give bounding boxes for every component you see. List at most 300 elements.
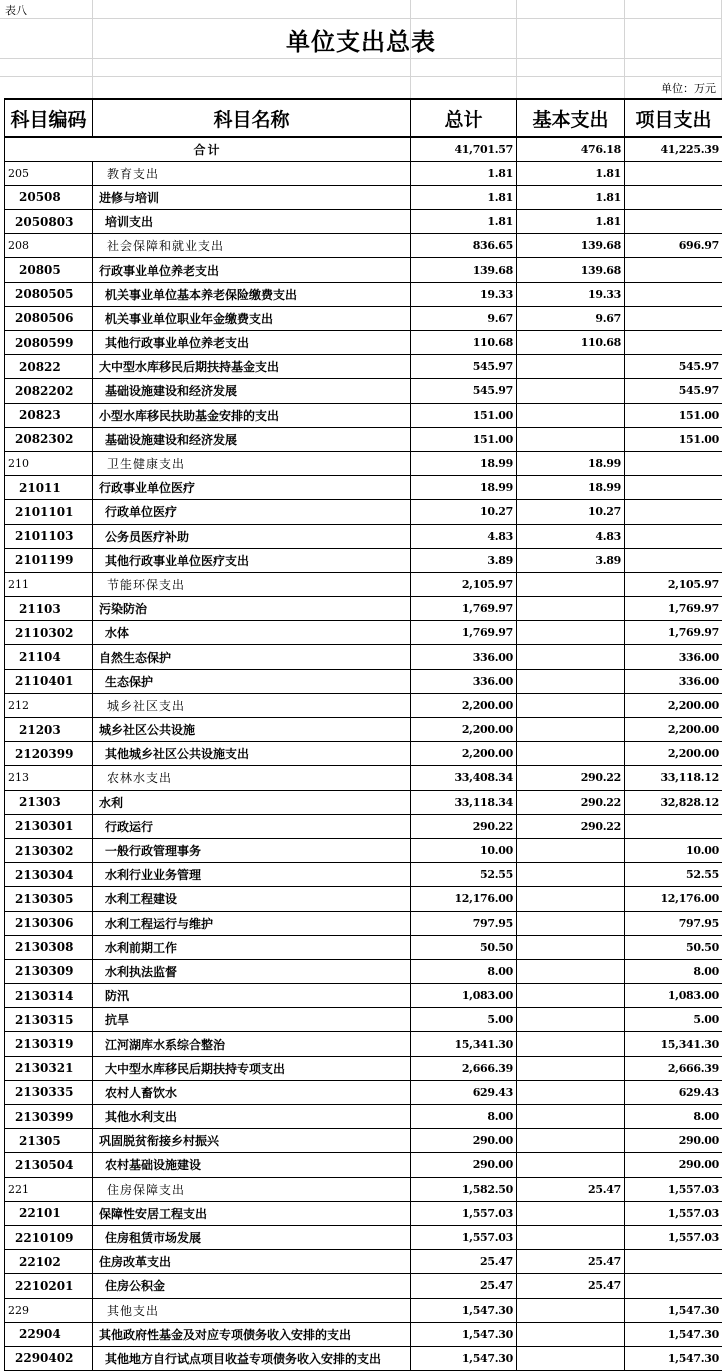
cell-basic: 139.68 bbox=[517, 258, 625, 282]
cell-basic bbox=[517, 1032, 625, 1056]
cell-name: 其他政府性基金及对应专项债务收入安排的支出 bbox=[93, 1322, 411, 1346]
cell-project: 797.95 bbox=[625, 911, 722, 935]
cell-name: 农林水支出 bbox=[93, 766, 411, 790]
table-row bbox=[5, 814, 722, 838]
cell-total: 18.99 bbox=[411, 476, 517, 500]
cell-basic: 4.83 bbox=[517, 524, 625, 548]
cell-total: 8.00 bbox=[411, 959, 517, 983]
cell-name: 行政运行 bbox=[93, 814, 411, 838]
cell-total: 110.68 bbox=[411, 331, 517, 355]
cell-project: 545.97 bbox=[625, 355, 722, 379]
cell-code: 21104 bbox=[5, 645, 93, 669]
cell-code: 2101101 bbox=[5, 500, 93, 524]
cell-name: 大中型水库移民后期扶持专项支出 bbox=[93, 1056, 411, 1080]
cell-code: 211 bbox=[5, 572, 93, 596]
cell-project: 10.00 bbox=[625, 838, 722, 862]
cell-name: 机关事业单位职业年金缴费支出 bbox=[93, 306, 411, 330]
cell-total: 1,769.97 bbox=[411, 621, 517, 645]
cell-name: 卫生健康支出 bbox=[93, 451, 411, 475]
cell-name: 水利工程建设 bbox=[93, 887, 411, 911]
table-row bbox=[5, 887, 722, 911]
cell-project bbox=[625, 476, 722, 500]
cell-basic: 290.22 bbox=[517, 766, 625, 790]
table-row bbox=[5, 718, 722, 742]
cell-name: 培训支出 bbox=[93, 210, 411, 234]
cell-code: 2120399 bbox=[5, 742, 93, 766]
cell-code: 212 bbox=[5, 693, 93, 717]
cell-basic: 1.81 bbox=[517, 185, 625, 209]
cell-code: 21103 bbox=[5, 597, 93, 621]
cell-project bbox=[625, 524, 722, 548]
cell-basic bbox=[517, 742, 625, 766]
cell-code: 2210201 bbox=[5, 1274, 93, 1298]
header-row bbox=[5, 99, 722, 137]
cell-project: 8.00 bbox=[625, 1105, 722, 1129]
cell-basic: 1.81 bbox=[517, 210, 625, 234]
cell-code: 2130301 bbox=[5, 814, 93, 838]
cell-code: 208 bbox=[5, 234, 93, 258]
cell-basic: 25.47 bbox=[517, 1274, 625, 1298]
cell-code: 2130308 bbox=[5, 935, 93, 959]
table-number-label: 表八 bbox=[5, 4, 27, 17]
cell-code: 21303 bbox=[5, 790, 93, 814]
cell-total: 2,200.00 bbox=[411, 718, 517, 742]
table-row bbox=[5, 693, 722, 717]
cell-total: 2,105.97 bbox=[411, 572, 517, 596]
grid-line bbox=[0, 76, 722, 77]
cell-name: 其他水利支出 bbox=[93, 1105, 411, 1129]
cell-total: 1,769.97 bbox=[411, 597, 517, 621]
cell-total: 545.97 bbox=[411, 379, 517, 403]
cell-name: 农村基础设施建设 bbox=[93, 1153, 411, 1177]
table-row bbox=[5, 379, 722, 403]
cell-basic bbox=[517, 1153, 625, 1177]
cell-total: 1,582.50 bbox=[411, 1177, 517, 1201]
cell-code: 2080505 bbox=[5, 282, 93, 306]
cell-code: 2130304 bbox=[5, 863, 93, 887]
table-row bbox=[5, 863, 722, 887]
cell-basic bbox=[517, 863, 625, 887]
cell-project: 1,547.30 bbox=[625, 1298, 722, 1322]
cell-name: 其他地方自行试点项目收益专项债务收入安排的支出 bbox=[93, 1346, 411, 1370]
cell-basic: 290.22 bbox=[517, 814, 625, 838]
cell-code: 22904 bbox=[5, 1322, 93, 1346]
table-row bbox=[5, 1129, 722, 1153]
cell-code: 2130335 bbox=[5, 1080, 93, 1104]
cell-project: 290.00 bbox=[625, 1129, 722, 1153]
cell-basic bbox=[517, 355, 625, 379]
table-row bbox=[5, 210, 722, 234]
table-row bbox=[5, 572, 722, 596]
cell-code: 2290402 bbox=[5, 1346, 93, 1370]
cell-name: 住房保障支出 bbox=[93, 1177, 411, 1201]
cell-total: 1,557.03 bbox=[411, 1225, 517, 1249]
cell-name: 行政事业单位医疗 bbox=[93, 476, 411, 500]
cell-name: 节能环保支出 bbox=[93, 572, 411, 596]
cell-name: 机关事业单位基本养老保险缴费支出 bbox=[93, 282, 411, 306]
total-label: 合计 bbox=[5, 137, 411, 161]
cell-code: 2130315 bbox=[5, 1008, 93, 1032]
cell-basic: 139.68 bbox=[517, 234, 625, 258]
cell-project: 33,118.12 bbox=[625, 766, 722, 790]
cell-basic: 19.33 bbox=[517, 282, 625, 306]
cell-code: 2101199 bbox=[5, 548, 93, 572]
cell-basic bbox=[517, 1008, 625, 1032]
cell-code: 2130314 bbox=[5, 984, 93, 1008]
cell-project: 1,769.97 bbox=[625, 597, 722, 621]
cell-total: 25.47 bbox=[411, 1274, 517, 1298]
cell-code: 2080599 bbox=[5, 331, 93, 355]
table-row bbox=[5, 282, 722, 306]
cell-total: 52.55 bbox=[411, 863, 517, 887]
cell-project: 290.00 bbox=[625, 1153, 722, 1177]
cell-basic: 110.68 bbox=[517, 331, 625, 355]
cell-total: 1,547.30 bbox=[411, 1346, 517, 1370]
table-row bbox=[5, 500, 722, 524]
cell-name: 污染防治 bbox=[93, 597, 411, 621]
cell-code: 221 bbox=[5, 1177, 93, 1201]
cell-basic: 25.47 bbox=[517, 1250, 625, 1274]
cell-project: 1,083.00 bbox=[625, 984, 722, 1008]
cell-project bbox=[625, 185, 722, 209]
table-row bbox=[5, 306, 722, 330]
cell-basic bbox=[517, 935, 625, 959]
cell-name: 巩固脱贫衔接乡村振兴 bbox=[93, 1129, 411, 1153]
cell-project: 15,341.30 bbox=[625, 1032, 722, 1056]
cell-project: 696.97 bbox=[625, 234, 722, 258]
table-row bbox=[5, 838, 722, 862]
cell-total: 2,200.00 bbox=[411, 742, 517, 766]
cell-total: 9.67 bbox=[411, 306, 517, 330]
cell-project bbox=[625, 161, 722, 185]
cell-total: 5.00 bbox=[411, 1008, 517, 1032]
cell-name: 其他行政事业单位养老支出 bbox=[93, 331, 411, 355]
table-row bbox=[5, 742, 722, 766]
cell-project bbox=[625, 451, 722, 475]
table-row bbox=[5, 1250, 722, 1274]
cell-code: 2130504 bbox=[5, 1153, 93, 1177]
cell-total: 10.27 bbox=[411, 500, 517, 524]
cell-project: 2,200.00 bbox=[625, 693, 722, 717]
cell-code: 21011 bbox=[5, 476, 93, 500]
total-total: 41,701.57 bbox=[411, 137, 517, 161]
cell-project: 8.00 bbox=[625, 959, 722, 983]
cell-project bbox=[625, 331, 722, 355]
table-row bbox=[5, 403, 722, 427]
cell-name: 水利工程运行与维护 bbox=[93, 911, 411, 935]
cell-name: 社会保障和就业支出 bbox=[93, 234, 411, 258]
expenditure-table bbox=[4, 98, 722, 1371]
cell-total: 151.00 bbox=[411, 427, 517, 451]
total-project: 41,225.39 bbox=[625, 137, 722, 161]
table-row bbox=[5, 1346, 722, 1370]
cell-code: 20805 bbox=[5, 258, 93, 282]
cell-basic bbox=[517, 1105, 625, 1129]
cell-name: 水体 bbox=[93, 621, 411, 645]
cell-total: 1.81 bbox=[411, 210, 517, 234]
cell-code: 21305 bbox=[5, 1129, 93, 1153]
cell-code: 21203 bbox=[5, 718, 93, 742]
cell-basic bbox=[517, 572, 625, 596]
cell-basic: 10.27 bbox=[517, 500, 625, 524]
unit-label: 单位：万元 bbox=[661, 82, 716, 95]
table-row bbox=[5, 548, 722, 572]
cell-basic: 3.89 bbox=[517, 548, 625, 572]
cell-name: 城乡社区支出 bbox=[93, 693, 411, 717]
cell-basic bbox=[517, 959, 625, 983]
header-total: 总计 bbox=[411, 99, 517, 137]
total-row bbox=[5, 137, 722, 161]
cell-total: 139.68 bbox=[411, 258, 517, 282]
cell-total: 4.83 bbox=[411, 524, 517, 548]
cell-project bbox=[625, 500, 722, 524]
cell-total: 50.50 bbox=[411, 935, 517, 959]
cell-name: 大中型水库移民后期扶持基金支出 bbox=[93, 355, 411, 379]
table-row bbox=[5, 790, 722, 814]
table-row bbox=[5, 476, 722, 500]
cell-basic bbox=[517, 887, 625, 911]
cell-project bbox=[625, 258, 722, 282]
cell-code: 2080506 bbox=[5, 306, 93, 330]
cell-project: 12,176.00 bbox=[625, 887, 722, 911]
cell-name: 小型水库移民扶助基金安排的支出 bbox=[93, 403, 411, 427]
cell-project: 2,105.97 bbox=[625, 572, 722, 596]
cell-name: 住房租赁市场发展 bbox=[93, 1225, 411, 1249]
cell-project: 1,769.97 bbox=[625, 621, 722, 645]
cell-name: 生态保护 bbox=[93, 669, 411, 693]
cell-project bbox=[625, 1274, 722, 1298]
cell-name: 进修与培训 bbox=[93, 185, 411, 209]
table-row bbox=[5, 1153, 722, 1177]
cell-total: 1.81 bbox=[411, 161, 517, 185]
cell-basic bbox=[517, 693, 625, 717]
cell-total: 629.43 bbox=[411, 1080, 517, 1104]
cell-basic bbox=[517, 621, 625, 645]
cell-name: 行政单位医疗 bbox=[93, 500, 411, 524]
cell-code: 2082202 bbox=[5, 379, 93, 403]
cell-project: 5.00 bbox=[625, 1008, 722, 1032]
cell-name: 水利执法监督 bbox=[93, 959, 411, 983]
cell-total: 797.95 bbox=[411, 911, 517, 935]
cell-total: 15,341.30 bbox=[411, 1032, 517, 1056]
cell-project: 336.00 bbox=[625, 669, 722, 693]
table-row bbox=[5, 1177, 722, 1201]
table-row bbox=[5, 331, 722, 355]
cell-project: 1,547.30 bbox=[625, 1346, 722, 1370]
cell-code: 2130319 bbox=[5, 1032, 93, 1056]
cell-name: 其他支出 bbox=[93, 1298, 411, 1322]
cell-total: 290.22 bbox=[411, 814, 517, 838]
cell-project: 52.55 bbox=[625, 863, 722, 887]
table-row bbox=[5, 451, 722, 475]
table-row bbox=[5, 524, 722, 548]
cell-name: 农村人畜饮水 bbox=[93, 1080, 411, 1104]
cell-total: 3.89 bbox=[411, 548, 517, 572]
cell-project bbox=[625, 814, 722, 838]
table-row bbox=[5, 935, 722, 959]
cell-total: 1,547.30 bbox=[411, 1322, 517, 1346]
cell-basic: 290.22 bbox=[517, 790, 625, 814]
cell-basic bbox=[517, 669, 625, 693]
cell-name: 保障性安居工程支出 bbox=[93, 1201, 411, 1225]
cell-total: 290.00 bbox=[411, 1129, 517, 1153]
cell-total: 545.97 bbox=[411, 355, 517, 379]
cell-code: 2130321 bbox=[5, 1056, 93, 1080]
cell-name: 住房公积金 bbox=[93, 1274, 411, 1298]
grid-line bbox=[0, 18, 722, 19]
cell-project: 151.00 bbox=[625, 403, 722, 427]
cell-code: 205 bbox=[5, 161, 93, 185]
table-row bbox=[5, 766, 722, 790]
cell-project: 151.00 bbox=[625, 427, 722, 451]
cell-total: 33,408.34 bbox=[411, 766, 517, 790]
table-row bbox=[5, 669, 722, 693]
table-row bbox=[5, 1056, 722, 1080]
header-code: 科目编码 bbox=[5, 99, 93, 137]
cell-code: 2130309 bbox=[5, 959, 93, 983]
cell-total: 1,557.03 bbox=[411, 1201, 517, 1225]
cell-project bbox=[625, 548, 722, 572]
cell-total: 2,666.39 bbox=[411, 1056, 517, 1080]
header-basic: 基本支出 bbox=[517, 99, 625, 137]
table-row bbox=[5, 621, 722, 645]
cell-total: 2,200.00 bbox=[411, 693, 517, 717]
cell-basic: 25.47 bbox=[517, 1177, 625, 1201]
page-title: 单位支出总表 bbox=[286, 27, 436, 56]
cell-total: 25.47 bbox=[411, 1250, 517, 1274]
cell-code: 213 bbox=[5, 766, 93, 790]
cell-name: 抗旱 bbox=[93, 1008, 411, 1032]
cell-basic bbox=[517, 718, 625, 742]
cell-code: 20822 bbox=[5, 355, 93, 379]
cell-basic bbox=[517, 1129, 625, 1153]
cell-code: 2130305 bbox=[5, 887, 93, 911]
cell-basic bbox=[517, 597, 625, 621]
table-row bbox=[5, 1322, 722, 1346]
cell-name: 其他行政事业单位医疗支出 bbox=[93, 548, 411, 572]
cell-name: 水利行业业务管理 bbox=[93, 863, 411, 887]
cell-project: 2,666.39 bbox=[625, 1056, 722, 1080]
cell-code: 2110401 bbox=[5, 669, 93, 693]
cell-project: 1,557.03 bbox=[625, 1177, 722, 1201]
cell-basic: 18.99 bbox=[517, 451, 625, 475]
cell-total: 336.00 bbox=[411, 669, 517, 693]
cell-total: 836.65 bbox=[411, 234, 517, 258]
cell-name: 住房改革支出 bbox=[93, 1250, 411, 1274]
cell-project: 336.00 bbox=[625, 645, 722, 669]
table-row bbox=[5, 355, 722, 379]
cell-code: 2130399 bbox=[5, 1105, 93, 1129]
cell-project bbox=[625, 1250, 722, 1274]
cell-total: 18.99 bbox=[411, 451, 517, 475]
cell-basic bbox=[517, 984, 625, 1008]
cell-code: 2110302 bbox=[5, 621, 93, 645]
cell-basic: 9.67 bbox=[517, 306, 625, 330]
cell-project: 1,557.03 bbox=[625, 1201, 722, 1225]
cell-total: 1.81 bbox=[411, 185, 517, 209]
cell-project bbox=[625, 306, 722, 330]
cell-project: 2,200.00 bbox=[625, 718, 722, 742]
table-row bbox=[5, 161, 722, 185]
cell-project: 1,547.30 bbox=[625, 1322, 722, 1346]
cell-basic bbox=[517, 1201, 625, 1225]
cell-project: 2,200.00 bbox=[625, 742, 722, 766]
cell-name: 一般行政管理事务 bbox=[93, 838, 411, 862]
table-row bbox=[5, 1201, 722, 1225]
cell-name: 基础设施建设和经济发展 bbox=[93, 427, 411, 451]
cell-basic bbox=[517, 1225, 625, 1249]
cell-name: 城乡社区公共设施 bbox=[93, 718, 411, 742]
cell-code: 2101103 bbox=[5, 524, 93, 548]
cell-code: 2210109 bbox=[5, 1225, 93, 1249]
cell-code: 20508 bbox=[5, 185, 93, 209]
cell-total: 290.00 bbox=[411, 1153, 517, 1177]
cell-basic bbox=[517, 427, 625, 451]
cell-name: 教育支出 bbox=[93, 161, 411, 185]
cell-name: 自然生态保护 bbox=[93, 645, 411, 669]
header-name: 科目名称 bbox=[93, 99, 411, 137]
table-row bbox=[5, 1080, 722, 1104]
cell-code: 210 bbox=[5, 451, 93, 475]
cell-name: 基础设施建设和经济发展 bbox=[93, 379, 411, 403]
cell-basic: 18.99 bbox=[517, 476, 625, 500]
table-row bbox=[5, 258, 722, 282]
cell-project bbox=[625, 282, 722, 306]
cell-project: 32,828.12 bbox=[625, 790, 722, 814]
cell-code: 22102 bbox=[5, 1250, 93, 1274]
table-row bbox=[5, 234, 722, 258]
table-row bbox=[5, 1032, 722, 1056]
table-row bbox=[5, 185, 722, 209]
cell-name: 其他城乡社区公共设施支出 bbox=[93, 742, 411, 766]
cell-basic: 1.81 bbox=[517, 161, 625, 185]
cell-code: 2130306 bbox=[5, 911, 93, 935]
cell-total: 1,083.00 bbox=[411, 984, 517, 1008]
table-row bbox=[5, 911, 722, 935]
cell-total: 8.00 bbox=[411, 1105, 517, 1129]
cell-basic bbox=[517, 403, 625, 427]
cell-name: 水利 bbox=[93, 790, 411, 814]
header-project: 项目支出 bbox=[625, 99, 722, 137]
total-basic: 476.18 bbox=[517, 137, 625, 161]
cell-project: 545.97 bbox=[625, 379, 722, 403]
cell-project: 1,557.03 bbox=[625, 1225, 722, 1249]
cell-total: 151.00 bbox=[411, 403, 517, 427]
table-row bbox=[5, 1225, 722, 1249]
cell-total: 1,547.30 bbox=[411, 1298, 517, 1322]
cell-total: 12,176.00 bbox=[411, 887, 517, 911]
table-row bbox=[5, 1105, 722, 1129]
cell-basic bbox=[517, 379, 625, 403]
cell-total: 336.00 bbox=[411, 645, 517, 669]
table-row bbox=[5, 1008, 722, 1032]
table-row bbox=[5, 1274, 722, 1298]
cell-total: 33,118.34 bbox=[411, 790, 517, 814]
cell-name: 防汛 bbox=[93, 984, 411, 1008]
grid-line bbox=[0, 58, 722, 59]
cell-total: 10.00 bbox=[411, 838, 517, 862]
cell-basic bbox=[517, 1346, 625, 1370]
table-row bbox=[5, 427, 722, 451]
cell-code: 20823 bbox=[5, 403, 93, 427]
cell-code: 229 bbox=[5, 1298, 93, 1322]
cell-name: 行政事业单位养老支出 bbox=[93, 258, 411, 282]
cell-code: 2050803 bbox=[5, 210, 93, 234]
cell-name: 水利前期工作 bbox=[93, 935, 411, 959]
cell-project: 629.43 bbox=[625, 1080, 722, 1104]
cell-project: 50.50 bbox=[625, 935, 722, 959]
cell-basic bbox=[517, 838, 625, 862]
